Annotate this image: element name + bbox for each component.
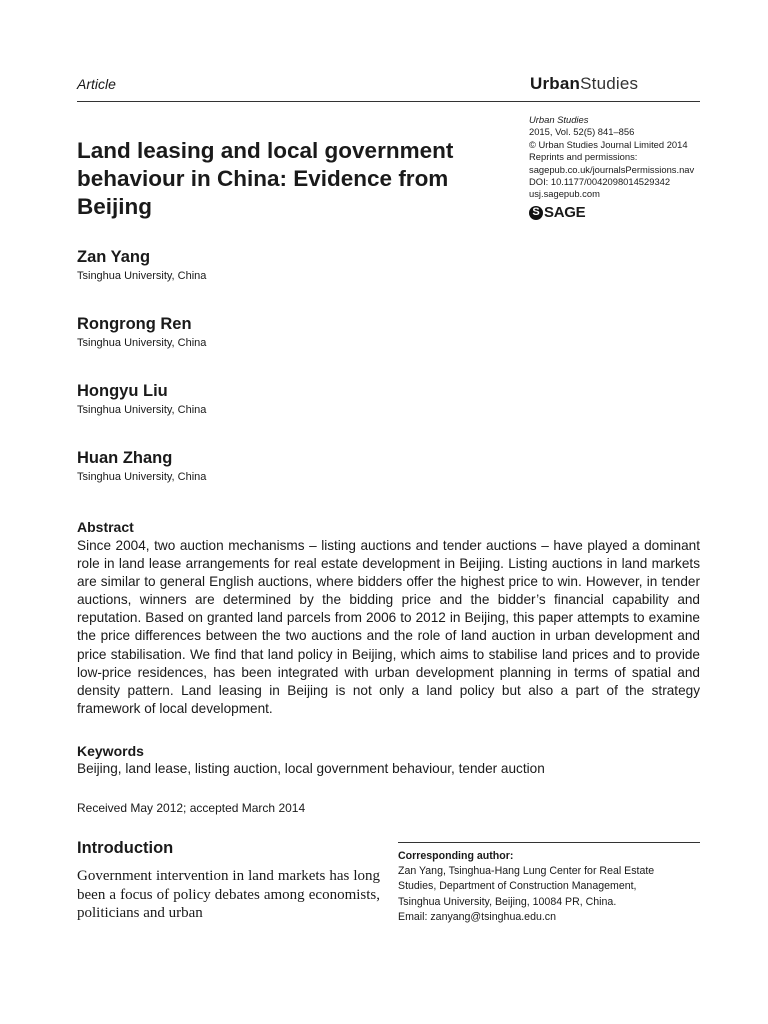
- corresponding-author-email[interactable]: Email: zanyang@tsinghua.edu.cn: [398, 910, 556, 923]
- corresponding-author-line: Tsinghua University, Beijing, 10084 PR, China.: [398, 895, 617, 908]
- author-name: Zan Yang: [77, 248, 151, 266]
- received-dates: Received May 2012; accepted March 2014: [77, 801, 306, 815]
- introduction-text: Government intervention in land markets has long been a focus of policy debates among economists, politicians and urban: [77, 868, 380, 921]
- sage-logo-text: SAGE: [544, 204, 586, 221]
- article-type-label: Article: [77, 76, 116, 92]
- author-affiliation: Tsinghua University, China: [77, 404, 207, 416]
- corresponding-author-note: [398, 849, 703, 925]
- paper-title: Land leasing and local government behaviour in China: Evidence from Beijing: [77, 138, 454, 219]
- author-affiliation: Tsinghua University, China: [77, 471, 207, 483]
- sage-logo: [529, 204, 585, 221]
- author-name: Rongrong Ren: [77, 315, 192, 333]
- meta-copyright: © Urban Studies Journal Limited 2014: [529, 138, 688, 150]
- author-name: Hongyu Liu: [77, 382, 168, 400]
- corresponding-author-line: Studies, Department of Construction Management,: [398, 880, 637, 893]
- author-affiliation: Tsinghua University, China: [77, 337, 207, 349]
- journal-logo-bold: Urban: [530, 74, 581, 93]
- author-affiliation: Tsinghua University, China: [77, 270, 207, 282]
- footnote-rule: [398, 842, 700, 843]
- meta-doi[interactable]: DOI: 10.1177/0042098014529342: [529, 176, 671, 188]
- sage-logo-mark: S: [529, 206, 543, 220]
- keywords-text: Beijing, land lease, listing auction, local government behaviour, tender auction: [77, 761, 545, 776]
- meta-reprints: Reprints and permissions:: [529, 151, 638, 163]
- keywords-heading: Keywords: [77, 743, 144, 759]
- meta-permissions-link[interactable]: sagepub.co.uk/journalsPermissions.nav: [529, 163, 695, 175]
- corresponding-author-heading: Corresponding author:: [398, 850, 514, 862]
- meta-site-link[interactable]: usj.sagepub.com: [529, 188, 600, 200]
- introduction-heading: Introduction: [77, 839, 174, 857]
- corresponding-author-line: Zan Yang, Tsinghua-Hang Lung Center for Real Estate: [398, 865, 655, 878]
- abstract-heading: Abstract: [77, 519, 134, 535]
- meta-volume: 2015, Vol. 52(5) 841–856: [529, 126, 635, 138]
- author-name: Huan Zhang: [77, 449, 173, 467]
- meta-journal-name: Urban Studies: [529, 114, 589, 125]
- abstract-text: Since 2004, two auction mechanisms – listing auctions and tender auctions – have played a dominant role in land lease arrangements for real estate development in Beijing. Listing auctions in land markets are similar to general English auctions, where bidders offer the highest price to win. However, in tender auctions, winners are determined by the bidding price and the bidder’s financial capability and reputation. Based on granted land parcels from 2006 to 2012 in Beijing, this paper attempts to examine the price differences between the two auctions and the role of land auction in urban development and price stabilisation. We find that land policy in Beijing, which aims to stabilise land prices and to provide low-price residences, has been integrated with urban development planning in terms of spatial and density pattern. Land leasing in Beijing is not only a land policy but also a part of the strategy framework of local development.: [77, 538, 700, 716]
- publication-meta: [529, 114, 709, 201]
- header-rule: [77, 101, 700, 102]
- journal-logo: [530, 74, 638, 94]
- journal-logo-light: Studies: [580, 74, 639, 93]
